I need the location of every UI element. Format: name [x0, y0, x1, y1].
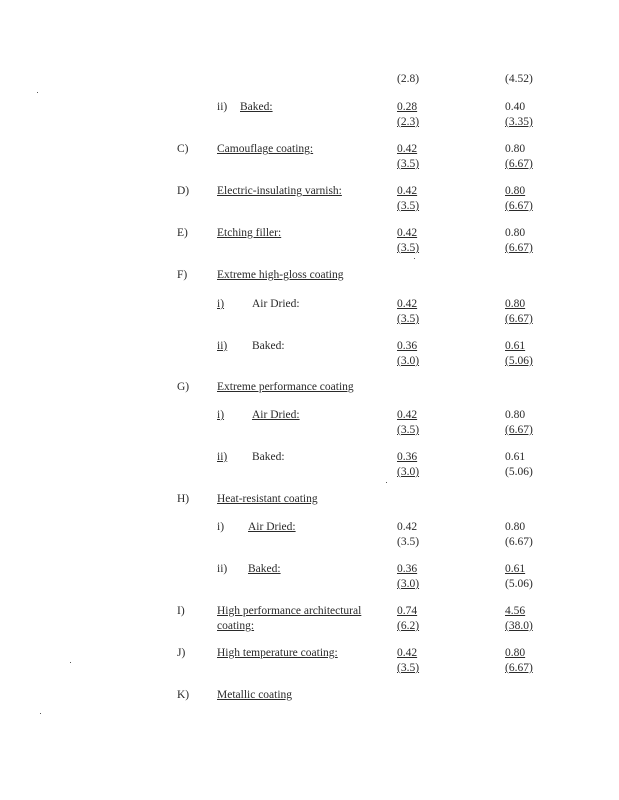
h-i-value-2: 0.80 [505, 521, 526, 533]
d-value-2: 0.80 [505, 185, 526, 197]
d-value-1-metric: (3.5) [397, 200, 420, 212]
g-ii-value-1: 0.36 [397, 451, 418, 463]
e-value-1-metric: (3.5) [397, 242, 420, 254]
b-ii-number: ii) [217, 101, 228, 113]
h-i-value-1-metric: (3.5) [397, 536, 420, 548]
h-i-value-1: 0.42 [397, 521, 418, 533]
scan-speck [37, 92, 38, 93]
j-label: High temperature coating: [217, 647, 338, 659]
j-value-2-metric: (6.67) [505, 662, 533, 674]
g-i-label: Air Dried: [252, 409, 300, 421]
top-value-1: (2.8) [397, 73, 420, 85]
h-ii-number: ii) [217, 563, 228, 575]
h-ii-value-2: 0.61 [505, 563, 526, 575]
h-i-value-2-metric: (6.67) [505, 536, 533, 548]
g-ii-value-1-metric: (3.0) [397, 466, 420, 478]
g-i-value-1: 0.42 [397, 409, 418, 421]
f-label: Extreme high-gloss coating [217, 269, 344, 281]
j-value-1: 0.42 [397, 647, 418, 659]
e-label: Etching filler: [217, 227, 282, 239]
e-value-2-metric: (6.67) [505, 242, 533, 254]
f-letter: F) [177, 269, 188, 281]
c-label: Camouflage coating: [217, 143, 314, 155]
d-value-1: 0.42 [397, 185, 418, 197]
scan-speck [414, 258, 415, 259]
h-label: Heat-resistant coating [217, 493, 318, 505]
f-ii-value-1: 0.36 [397, 340, 418, 352]
g-i-value-2: 0.80 [505, 409, 526, 421]
scan-speck [40, 713, 41, 714]
f-i-value-1-metric: (3.5) [397, 313, 420, 325]
scan-speck [70, 662, 71, 663]
c-value-1-metric: (3.5) [397, 158, 420, 170]
d-value-2-metric: (6.67) [505, 200, 533, 212]
top-value-2: (4.52) [505, 73, 533, 85]
h-ii-value-2-metric: (5.06) [505, 578, 533, 590]
f-i-label: Air Dried: [252, 298, 300, 310]
i-label-line-2: coating: [217, 620, 255, 632]
f-i-value-2-metric: (6.67) [505, 313, 533, 325]
i-value-2: 4.56 [505, 605, 526, 617]
f-i-value-1: 0.42 [397, 298, 418, 310]
h-letter: H) [177, 493, 190, 505]
i-value-1: 0.74 [397, 605, 418, 617]
g-ii-label: Baked: [252, 451, 285, 463]
j-value-1-metric: (3.5) [397, 662, 420, 674]
b-ii-value-2-metric: (3.35) [505, 116, 533, 128]
g-ii-value-2: 0.61 [505, 451, 526, 463]
g-ii-value-2-metric: (5.06) [505, 466, 533, 478]
h-ii-value-1: 0.36 [397, 563, 418, 575]
f-ii-label: Baked: [252, 340, 285, 352]
h-i-number: i) [217, 521, 225, 533]
f-i-value-2: 0.80 [505, 298, 526, 310]
b-ii-value-1: 0.28 [397, 101, 418, 113]
f-ii-value-1-metric: (3.0) [397, 355, 420, 367]
g-label: Extreme performance coating [217, 381, 354, 393]
e-value-1: 0.42 [397, 227, 418, 239]
h-i-label: Air Dried: [248, 521, 296, 533]
c-value-1: 0.42 [397, 143, 418, 155]
g-i-value-1-metric: (3.5) [397, 424, 420, 436]
g-i-number: i) [217, 409, 225, 421]
d-letter: D) [177, 185, 190, 197]
b-ii-label: Baked: [240, 101, 273, 113]
i-letter: I) [177, 605, 185, 617]
scan-speck [386, 482, 387, 483]
i-value-1-metric: (6.2) [397, 620, 420, 632]
d-label: Electric-insulating varnish: [217, 185, 342, 197]
h-ii-label: Baked: [248, 563, 281, 575]
k-label: Metallic coating [217, 689, 293, 701]
g-i-value-2-metric: (6.67) [505, 424, 533, 436]
j-value-2: 0.80 [505, 647, 526, 659]
h-ii-value-1-metric: (3.0) [397, 578, 420, 590]
e-value-2: 0.80 [505, 227, 526, 239]
i-label-line-1: High performance architectural [217, 605, 362, 617]
f-i-number: i) [217, 298, 225, 310]
c-value-2: 0.80 [505, 143, 526, 155]
c-letter: C) [177, 143, 189, 155]
e-letter: E) [177, 227, 188, 239]
f-ii-value-2: 0.61 [505, 340, 526, 352]
b-ii-value-1-metric: (2.3) [397, 116, 420, 128]
i-value-2-metric: (38.0) [505, 620, 533, 632]
g-letter: G) [177, 381, 190, 393]
b-ii-value-2: 0.40 [505, 101, 526, 113]
j-letter: J) [177, 647, 186, 659]
c-value-2-metric: (6.67) [505, 158, 533, 170]
f-ii-number: ii) [217, 340, 228, 352]
g-ii-number: ii) [217, 451, 228, 463]
f-ii-value-2-metric: (5.06) [505, 355, 533, 367]
k-letter: K) [177, 689, 190, 701]
